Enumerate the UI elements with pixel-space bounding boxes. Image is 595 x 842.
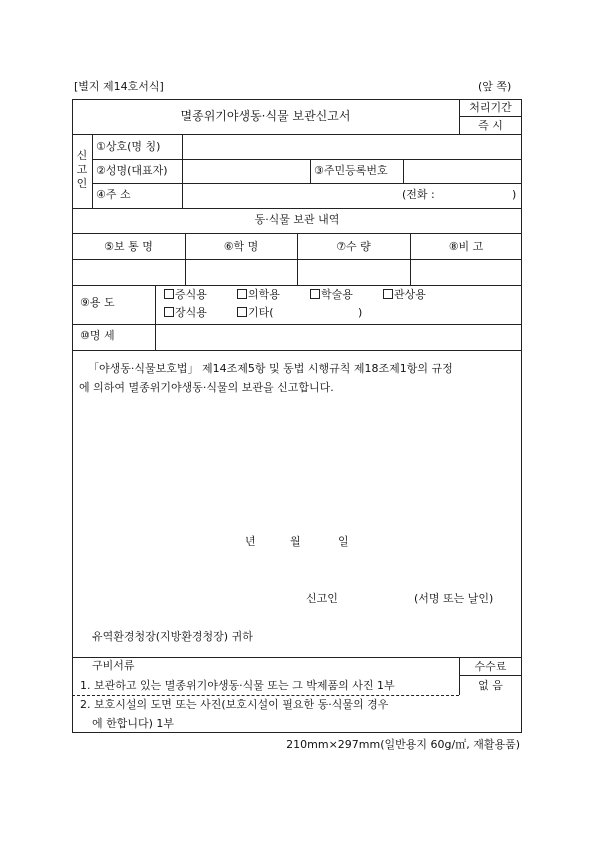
scientific-name-field[interactable] — [187, 262, 295, 282]
remarks-field[interactable] — [412, 262, 520, 282]
signer-label: 신고인 — [306, 592, 338, 605]
resident-number-field[interactable] — [406, 162, 518, 180]
attachment-item-1: 1. 보관하고 있는 멸종위기야생동·식물 또는 그 박제품의 사진 1부 — [80, 679, 395, 692]
fee-value: 없 음 — [478, 679, 503, 692]
processing-period-label: 처리기간 — [469, 101, 512, 114]
phone-label: (전화 : — [402, 188, 435, 201]
statement-line-2: 에 의하여 멸종위기야생동·식물의 보관을 신고합니다. — [79, 381, 334, 394]
applicant-label-3: 인 — [76, 177, 88, 190]
spec-field[interactable] — [158, 327, 518, 347]
address-label: ④주 소 — [96, 188, 131, 201]
paper-spec: 210mm×297mm(일반용지 60g/㎡, 재활용품) — [286, 738, 520, 751]
quantity-field[interactable] — [299, 262, 408, 282]
purpose-option-medical[interactable]: 의학용 — [237, 289, 280, 300]
column-scientific-name: ⑥학 명 — [223, 240, 259, 253]
purpose-label: ⑨용 도 — [80, 296, 115, 309]
address-field[interactable] — [186, 187, 396, 205]
representative-name-field[interactable] — [186, 162, 306, 180]
processing-period-value: 즉 시 — [478, 119, 503, 132]
signer-name-field[interactable] — [346, 589, 411, 607]
checkbox-icon — [164, 289, 174, 299]
date-month-label: 월 — [290, 535, 301, 548]
checkbox-icon — [164, 307, 174, 317]
business-name-label: ①상호(명 칭) — [96, 140, 161, 153]
details-section-title: 동·식물 보관 내역 — [254, 213, 340, 226]
column-remarks: ⑧비 고 — [448, 240, 484, 253]
recipient: 유역환경청장(지방환경청장) 귀하 — [92, 630, 253, 643]
purpose-option-breeding[interactable]: 증식용 — [164, 289, 207, 300]
purpose-option-academic[interactable]: 학술용 — [310, 289, 353, 300]
representative-name-label: ②성명(대표자) — [96, 164, 168, 177]
spec-label: ⑩명 세 — [80, 329, 115, 342]
attachment-item-2: 2. 보호시설의 도면 또는 사진(보호시설이 필요한 동·식물의 경우 — [80, 698, 389, 711]
purpose-option-other[interactable]: 기타( — [237, 307, 274, 318]
business-name-field[interactable] — [186, 138, 516, 156]
applicant-label-1: 신 — [76, 149, 88, 162]
common-name-field[interactable] — [74, 262, 183, 282]
purpose-option-decorative[interactable]: 장식용 — [164, 307, 207, 318]
attachments-title: 구비서류 — [92, 659, 135, 672]
checkbox-icon — [237, 289, 247, 299]
column-common-name: ⑤보 통 명 — [104, 240, 153, 253]
date-year-label: 년 — [245, 535, 256, 548]
purpose-other-close: ) — [358, 306, 363, 319]
checkbox-icon — [383, 289, 393, 299]
attachment-item-2-cont: 에 한합니다) 1부 — [92, 717, 175, 730]
fee-label: 수수료 — [474, 660, 507, 673]
date-day-label: 일 — [338, 535, 349, 548]
form-title: 멸종위기야생동·식물 보관신고서 — [180, 109, 351, 123]
form-number: [별지 제14호서식] — [74, 80, 164, 93]
signature-label: (서명 또는 날인) — [414, 592, 494, 605]
checkbox-icon — [310, 289, 320, 299]
purpose-option-ornamental[interactable]: 관상용 — [383, 289, 426, 300]
statement-line-1: 「야생동·식물보호법」 제14조제5항 및 동법 시행규칙 제18조제1항의 규정 — [88, 362, 453, 375]
resident-number-label: ③주민등록번호 — [314, 164, 388, 177]
phone-close: ) — [512, 188, 517, 201]
page-side-label: (앞 쪽) — [478, 80, 512, 93]
checkbox-icon — [237, 307, 247, 317]
applicant-label-2: 고 — [76, 163, 88, 176]
column-quantity: ⑦수 량 — [336, 240, 371, 253]
